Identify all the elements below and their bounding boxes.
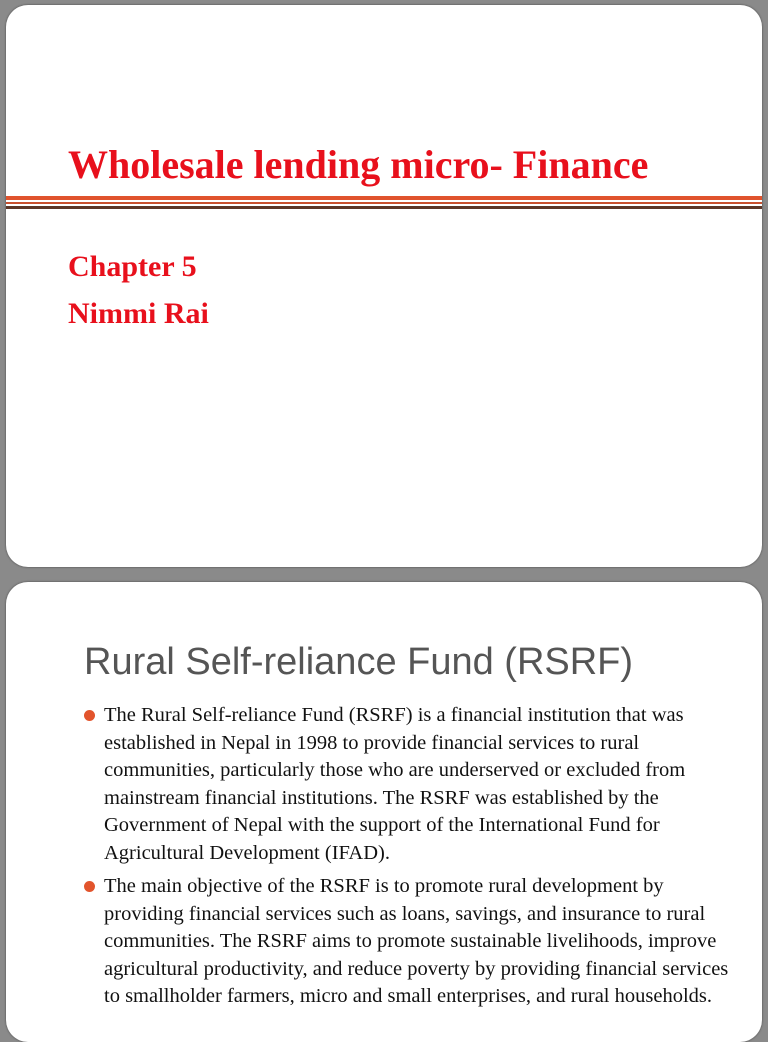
bullet-dot-icon [84,710,95,721]
author-name: Nimmi Rai [68,297,209,330]
bullet-list [84,702,744,1017]
bullet-item [84,702,744,867]
chapter-label: Chapter 5 [68,250,197,283]
slide-title: Wholesale lending micro- Finance [68,142,649,187]
slide-title: Rural Self-reliance Fund (RSRF) [84,641,634,683]
slide-1 [6,5,762,567]
bullet-text: The Rural Self-reliance Fund (RSRF) is a financial institution that was established in Nepal in 1998 to provide financial services to rural communities, particularly those who are underserved or excluded from mainstream financial institutions. The RSRF was established by the Government of Nepal with the support of the International Fund for Agricultural Development (IFAD). [104,704,686,864]
bullet-dot-icon [84,881,95,892]
bullet-item [84,873,744,1011]
slide-2 [6,582,762,1042]
title-divider [6,196,762,212]
slide-subtitle [68,243,209,337]
bullet-text: The main objective of the RSRF is to promote rural development by providing financial services such as loans, savings, and insurance to rural communities. The RSRF aims to promote sustainable livelihoods, improve agricultural productivity, and reduce poverty by providing financial services to smallholder farmers, micro and small enterprises, and rural households. [104,875,729,1007]
